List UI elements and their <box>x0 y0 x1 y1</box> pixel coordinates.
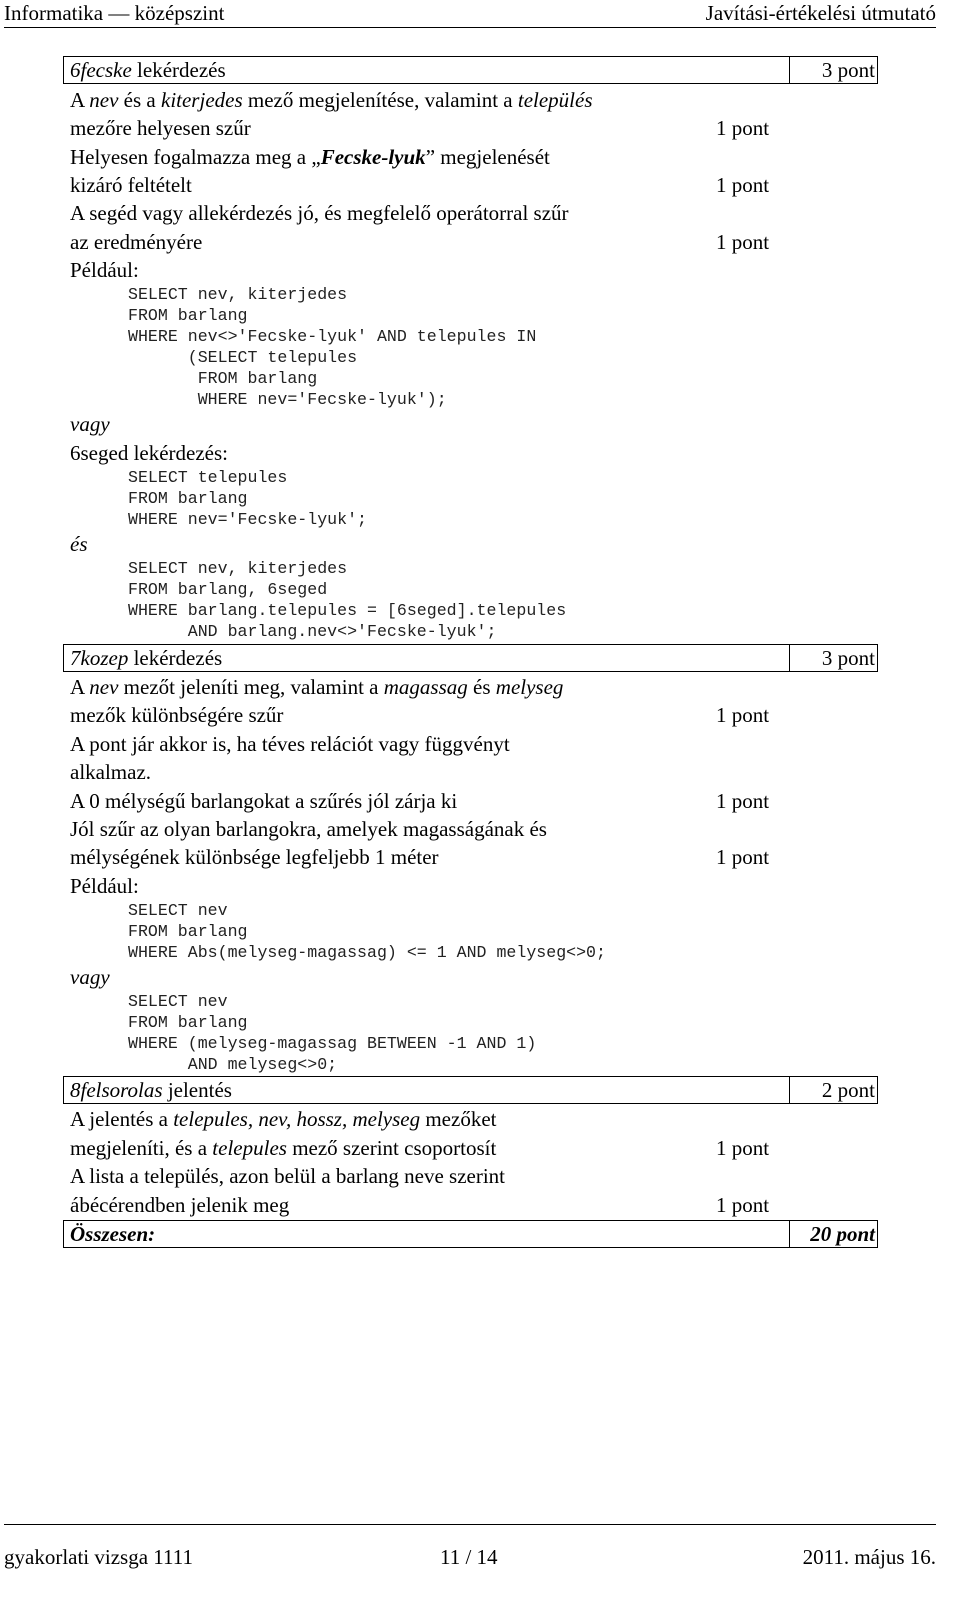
section7-title: 7kozep lekérdezés <box>70 646 223 670</box>
total-box <box>63 1220 878 1248</box>
section6-criterion-1-line-1: A nev és a kiterjedes mező megjelenítése, valamint a település <box>70 88 593 112</box>
section6-criterion-1-line-2: mezőre helyesen szűr <box>70 116 251 140</box>
total-label: Összesen: <box>70 1222 156 1246</box>
section6-criterion-2-line-1: Helyesen fogalmazza meg a „Fecske-lyuk” megjelenését <box>70 145 550 169</box>
header-right: Javítási-értékelési útmutató <box>705 1 936 25</box>
section6-criterion-2-points: 1 pont <box>716 173 770 197</box>
header-rule <box>4 27 936 28</box>
section6-criterion-3-line-1: A segéd vagy allekérdezés jó, és megfelelő operátorral szűr <box>70 201 569 225</box>
section6-or-label: vagy <box>70 412 110 436</box>
section7-criterion-3-line-1: Jól szűr az olyan barlangokra, amelyek magasságának és <box>70 817 547 841</box>
section7-criterion-3-line-2: mélységének különbsége legfeljebb 1 méter <box>70 845 439 869</box>
section7-note-line-2: alkalmaz. <box>70 760 152 784</box>
section7-criterion-2-points: 1 pont <box>716 789 770 813</box>
section6-example-label: Például: <box>70 258 139 282</box>
section7-note-line-1: A pont jár akkor is, ha téves relációt vagy függvényt <box>70 732 510 756</box>
section7-example-label: Például: <box>70 874 139 898</box>
section6-points: 3 pont <box>821 58 875 82</box>
footer-right: 2011. május 16. <box>802 1545 936 1569</box>
section8-criterion-2-line-2: ábécérendben jelenik meg <box>70 1193 290 1217</box>
section8-points: 2 pont <box>821 1078 875 1102</box>
section6-criterion-3-line-2: az eredményére <box>70 230 203 254</box>
section6-criterion-2-line-2: kizáró feltételt <box>70 173 192 197</box>
section7-code-abs: SELECT nev FROM barlang WHERE Abs(melyseg-magassag) <= 1 AND melyseg<>0; <box>128 901 606 962</box>
section7-criterion-2: A 0 mélységű barlangokat a szűrés jól zárja ki <box>70 789 458 813</box>
section7-points: 3 pont <box>821 646 875 670</box>
footer-page-number: 11 / 14 <box>440 1545 498 1569</box>
section8-criterion-1-points: 1 pont <box>716 1136 770 1160</box>
section6-title: 6fecske lekérdezés <box>70 58 226 82</box>
footer-rule <box>4 1524 936 1525</box>
section7-criterion-3-points: 1 pont <box>716 845 770 869</box>
section7-criterion-1-points: 1 pont <box>716 703 770 727</box>
section8-criterion-2-line-1: A lista a település, azon belül a barlang neve szerint <box>70 1164 506 1188</box>
section7-criterion-1-line-1: A nev mezőt jeleníti meg, valamint a magassag és melyseg <box>70 675 564 699</box>
section6-code-helper: SELECT telepules FROM barlang WHERE nev='Fecske-lyuk'; <box>128 468 367 529</box>
section8-title: 8felsorolas jelentés <box>70 1078 232 1102</box>
section8-criterion-2-points: 1 pont <box>716 1193 770 1217</box>
total-points: 20 pont <box>810 1222 875 1246</box>
section7-criterion-1-line-2: mezők különbségére szűr <box>70 703 284 727</box>
header-left: Informatika — középszint <box>4 1 225 25</box>
footer-left: gyakorlati vizsga 1111 <box>4 1545 193 1569</box>
section6-helper-label: 6seged lekérdezés: <box>70 441 229 465</box>
section6-and-label: és <box>70 532 88 556</box>
section7-code-between: SELECT nev FROM barlang WHERE (melyseg-magassag BETWEEN -1 AND 1) AND melyseg<>0; <box>128 992 537 1074</box>
section6-criterion-1-points: 1 pont <box>716 116 770 140</box>
section6-code-subquery: SELECT nev, kiterjedes FROM barlang WHERE nev<>'Fecske-lyuk' AND telepules IN (SELECT telepules FROM barlang WHERE nev='Fecske-lyuk'); <box>128 285 537 409</box>
section6-code-join: SELECT nev, kiterjedes FROM barlang, 6seged WHERE barlang.telepules = [6seged].telepules AND barlang.nev<>'Fecske-lyuk'; <box>128 559 567 641</box>
section8-criterion-1-line-1: A jelentés a telepules, nev, hossz, melyseg mezőket <box>70 1107 497 1131</box>
section8-criterion-1-line-2: megjeleníti, és a telepules mező szerint csoportosít <box>70 1136 497 1160</box>
section6-criterion-3-points: 1 pont <box>716 230 770 254</box>
section7-or-label: vagy <box>70 965 110 989</box>
